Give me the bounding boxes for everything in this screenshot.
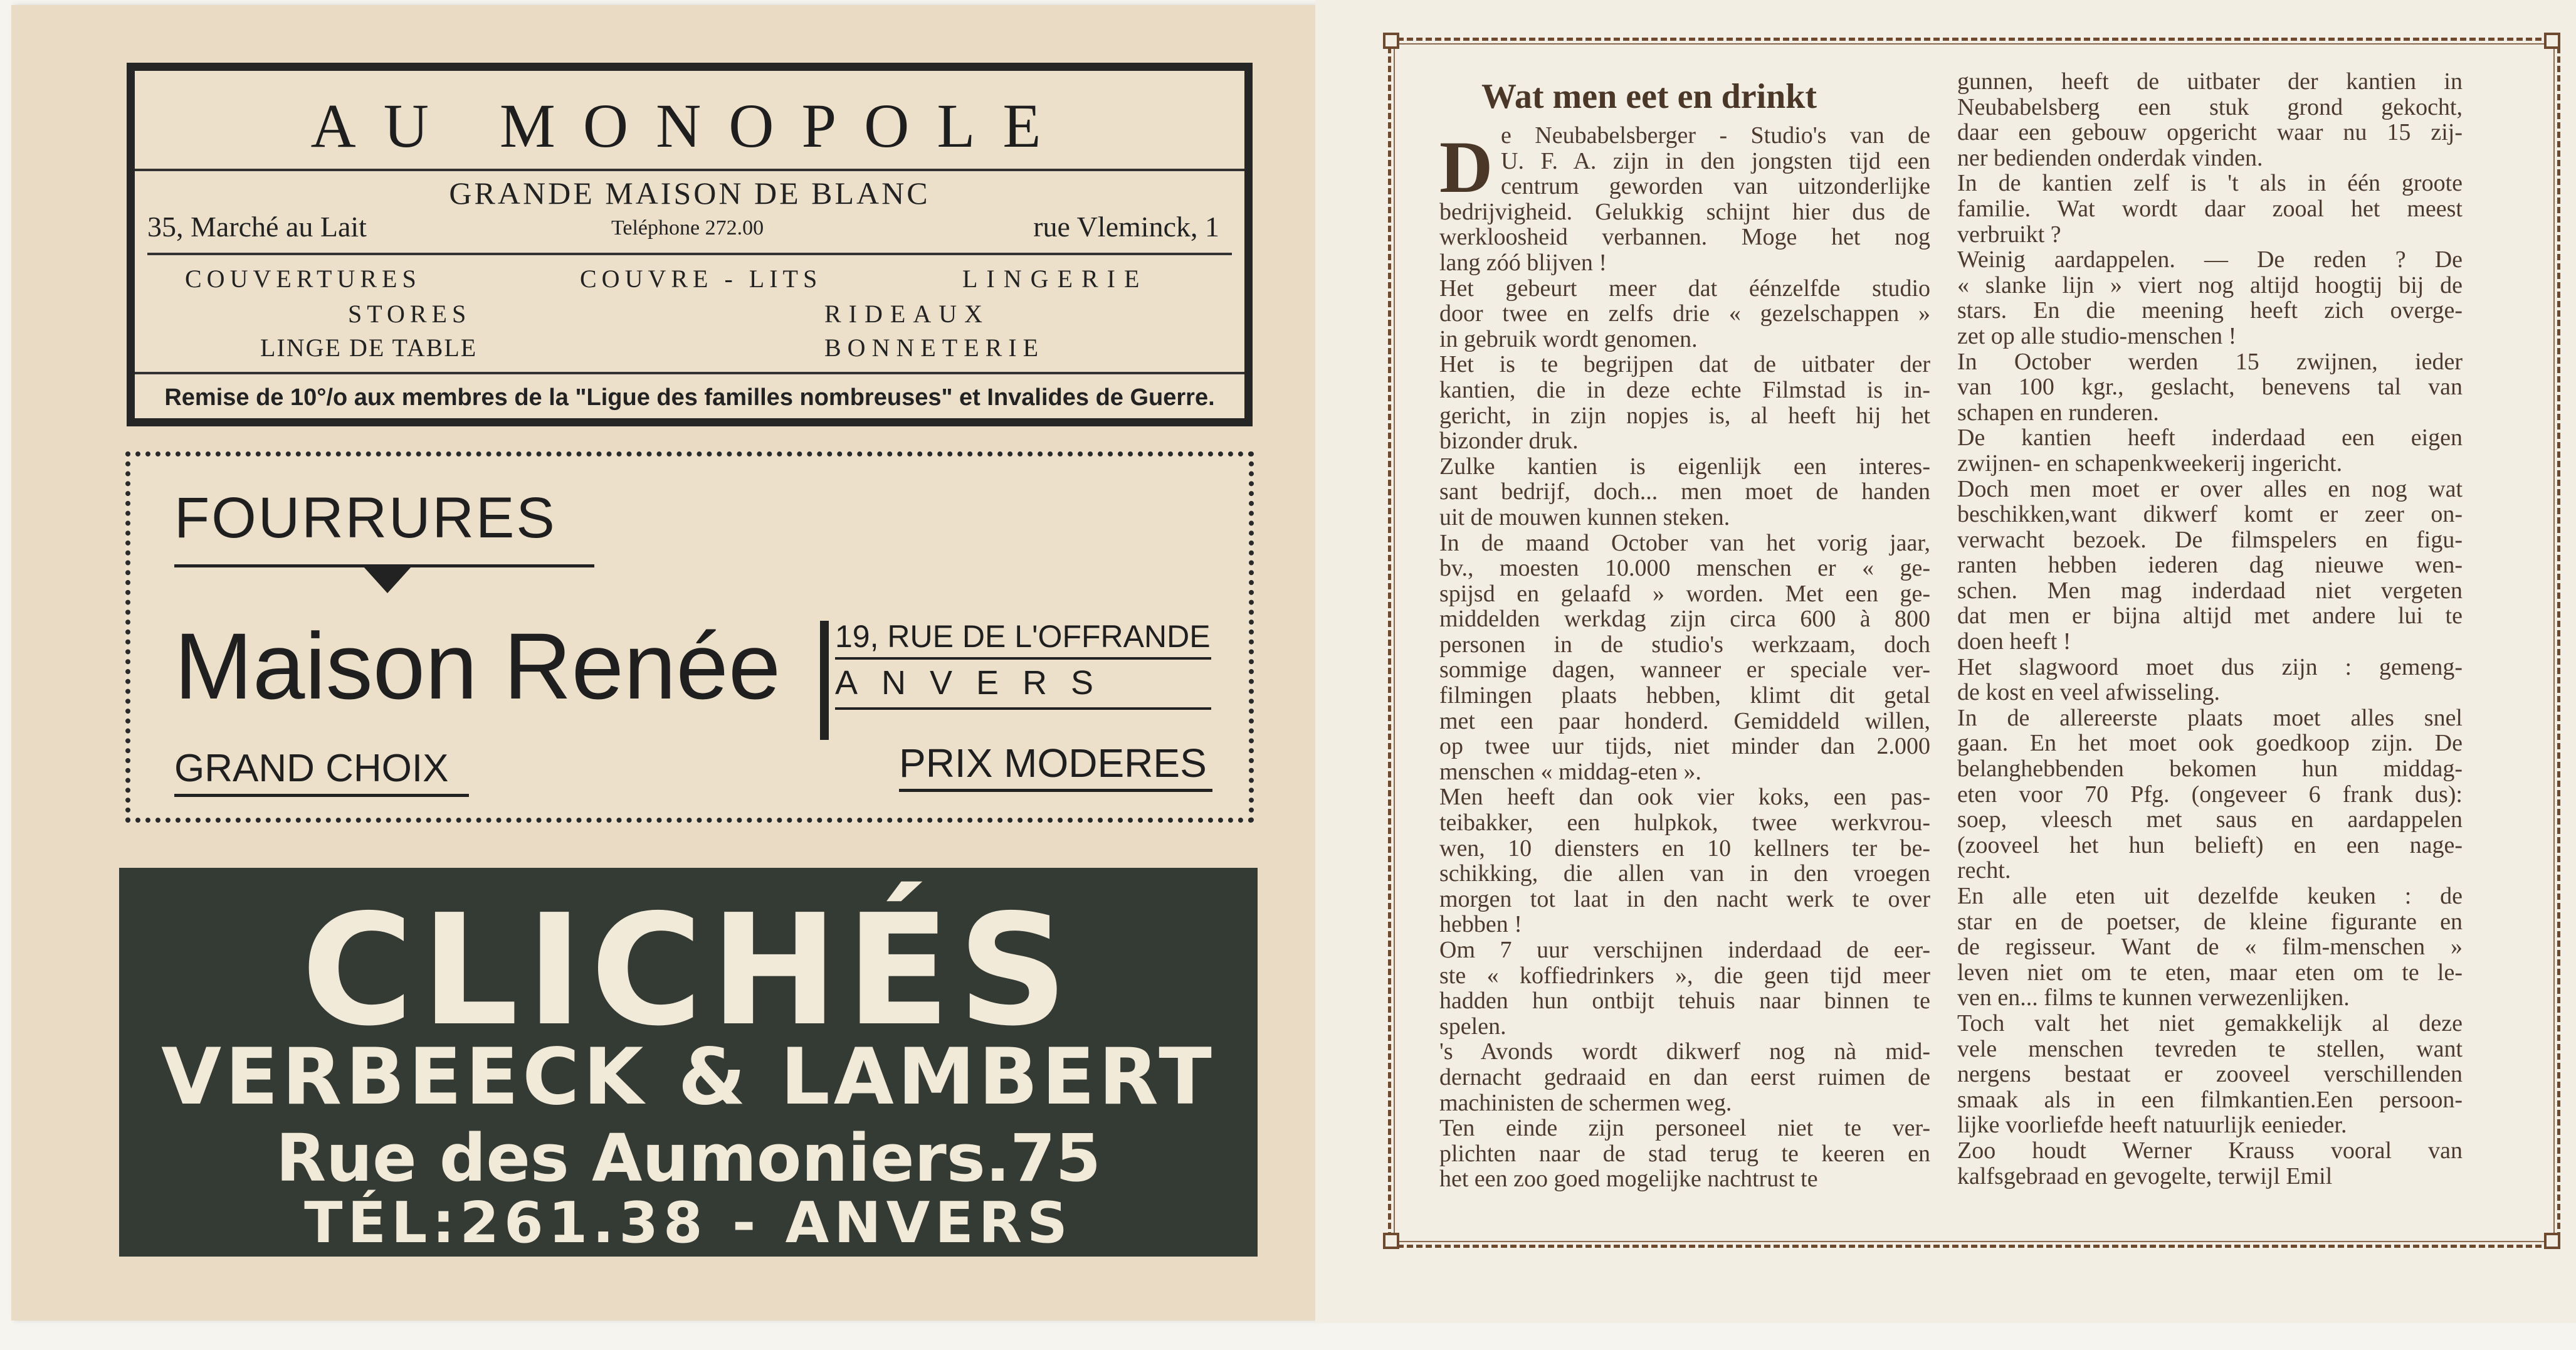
- article-line: verbruikt ?: [1957, 221, 2061, 248]
- article-line: schapen en runderen.: [1957, 399, 2159, 426]
- article-line: filmingen plaats hebben, klimt dit getal: [1439, 683, 1930, 709]
- article-line: gaan. En het moet ook goedkoop zijn. De: [1957, 730, 2463, 757]
- article-line: In de maand October van het vorig jaar,: [1439, 530, 1930, 556]
- article-line: de regisseur. Want de « film-menschen »: [1957, 934, 2463, 960]
- product-item: LINGE DE TABLE: [260, 334, 478, 362]
- divider: [835, 707, 1211, 710]
- article-line: familie. Wat wordt daar zooal het meest: [1957, 196, 2463, 222]
- product-item: STORES: [348, 300, 471, 328]
- article-line: op twee uur tijds, niet minder dan 2.000: [1439, 734, 1930, 759]
- article-line: in gebruik wordt genomen.: [1439, 326, 1698, 352]
- ad-title: AU MONOPOLE: [135, 90, 1244, 171]
- drop-cap: D: [1439, 126, 1493, 208]
- article-line: dat men er bijna altijd met andere lui te: [1957, 603, 2463, 630]
- article-line: e Neubabelsberger - Studio's van de: [1501, 123, 1930, 149]
- decorative-bar: [820, 621, 829, 740]
- article-line: bedrijvigheid. Gelukkig schijnt hier dus de: [1439, 199, 1930, 225]
- article-line: ste « koffiedrinkers », die geen tijd meer: [1439, 962, 1930, 989]
- article-line: hebben !: [1439, 912, 1522, 937]
- article-line: recht.: [1957, 858, 2011, 883]
- article-line: middelden werkdag zijn circa 600 à 800: [1439, 606, 1930, 632]
- left-page: [11, 5, 1323, 1321]
- company-name: VERBEECK & LAMBERT: [161, 1032, 1216, 1122]
- article-line: lijke voorliefde heeft natuurlijk eenieder.: [1957, 1112, 2347, 1138]
- article-line: doen heeft !: [1957, 629, 2071, 655]
- article-line: Zulke kantien is eigenlijk een interes-: [1439, 453, 1930, 480]
- cliches-ad: [119, 868, 1258, 1257]
- article-line: (zooveel het hun belieft) en een nage-: [1957, 832, 2463, 858]
- article-line: sant bedrijf, doch... men moet de handen: [1439, 479, 1930, 505]
- corner-ornament: [1383, 1233, 1399, 1249]
- article-line: het een zoo goed mogelijke nachtrust te: [1439, 1166, 1818, 1192]
- article-headline: Wat men eet en drinkt: [1481, 77, 1817, 116]
- article-line: door twee en zelfs drie « gezelschappen »: [1439, 301, 1930, 327]
- corner-ornament: [2544, 33, 2560, 49]
- article-line: 's Avonds wordt dikwerf nog nà mid-: [1439, 1039, 1930, 1065]
- divider: [174, 794, 469, 797]
- article-line: van 100 kgr., geslacht, benevens tal van: [1957, 374, 2463, 400]
- article-line: kantien, die in deze echte Filmstad is in-: [1439, 377, 1930, 403]
- article-line: de kost en veel afwisseling.: [1957, 680, 2220, 705]
- ad-subtitle: GRANDE MAISON DE BLANC: [449, 176, 930, 211]
- category-heading: FOURRURES: [174, 486, 557, 550]
- product-item: RIDEAUX: [824, 300, 990, 328]
- article-line: Het slagwoord moet dus zijn : gemeng-: [1957, 654, 2463, 680]
- article-line: Om 7 uur verschijnen inderdaad de eer-: [1439, 937, 1930, 963]
- article-line: met een paar honderd. Gemiddeld willen,: [1439, 708, 1930, 734]
- article-line: ranten hebben iederen dag nieuwe wen-: [1957, 552, 2463, 578]
- product-item: BONNETERIE: [824, 334, 1045, 362]
- article-line: Weinig aardappelen. — De reden ? De: [1957, 247, 2463, 273]
- article-line: bv., moesten 10.000 menschen er « ge-: [1439, 556, 1930, 581]
- article-column-2: [1957, 69, 2463, 1189]
- au-monopole-ad: [127, 63, 1253, 426]
- address-row: [147, 210, 1232, 255]
- article-line: « slanke lijn » viert nog altijd hoogtij bij de: [1957, 272, 2463, 298]
- article-line: In de allereerste plaats moet alles snel: [1957, 705, 2463, 731]
- telephone: Teléphone 272.00: [611, 216, 764, 240]
- street-address: Rue des Aumoniers.75: [276, 1120, 1101, 1196]
- article-line: sommige dagen, wanneer er speciale ver-: [1439, 657, 1930, 683]
- article-line: belanghebbenden bekomen hun middag-: [1957, 756, 2463, 782]
- article-line: spelen.: [1439, 1013, 1506, 1040]
- article-line: uit de mouwen kunnen steken.: [1439, 504, 1730, 530]
- article-line: stars. En die meening heeft zich overge-: [1957, 298, 2463, 324]
- product-item: LINGERIE: [962, 265, 1149, 293]
- article-line: In October werden 15 zwijnen, ieder: [1957, 349, 2463, 375]
- article-line: schikking, die allen van in den vroegen: [1439, 861, 1930, 887]
- ad-title: CLICHÉS: [301, 882, 1076, 1060]
- product-item: COUVRE - LITS: [580, 265, 823, 293]
- right-tagline: PRIX MODERES: [899, 741, 1207, 786]
- telephone: TÉL:261.38 - ANVERS: [304, 1190, 1073, 1256]
- article-line: morgen tot laat in den nacht werk te over: [1439, 886, 1930, 912]
- article-line: soep, vleesch met saus en aardappelen: [1957, 807, 2463, 833]
- article-line: De kantien heeft inderdaad een eigen: [1957, 425, 2463, 451]
- shop-address: 19, RUE DE L'OFFRANDE: [835, 619, 1211, 654]
- article-line: Zoo houdt Werner Krauss vooral van: [1957, 1137, 2463, 1164]
- article-line: wen, 10 diensters en 10 kellners ter be-: [1439, 835, 1930, 862]
- left-tagline: GRAND CHOIX: [174, 747, 449, 790]
- product-item: COUVERTURES: [185, 265, 421, 293]
- corner-ornament: [1383, 33, 1399, 49]
- article-line: U. F. A. zijn in den jongsten tijd een: [1501, 148, 1930, 174]
- article-line: smaak als in een filmkantien.Een persoon-: [1957, 1087, 2463, 1113]
- right-page: [1315, 0, 2576, 1323]
- article-line: ner bedienden onderdak vinden.: [1957, 145, 2263, 171]
- discount-note: Remise de 10°/o aux membres de la "Ligue des familles nombreuses" et Invalides de Guerre.: [135, 372, 1244, 426]
- article-line: Het is te begrijpen dat de uitbater der: [1439, 352, 1930, 377]
- article-line: spijsd en gelaafd » worden. Met een ge-: [1439, 581, 1930, 607]
- article-line: vele menschen tevreden te stellen, want: [1957, 1036, 2463, 1062]
- maison-renee-ad: [125, 451, 1254, 823]
- article-line: In de kantien zelf is 't als in één groote: [1957, 171, 2463, 196]
- article-line: menschen « middag-eten ».: [1439, 759, 1701, 785]
- article-line: eten voor 70 Pfg. (ongeveer 6 frank dus):: [1957, 781, 2463, 808]
- article-line: En alle eten uit dezelfde keuken : de: [1957, 883, 2463, 909]
- article-line: Ten einde zijn personeel niet te ver-: [1439, 1115, 1930, 1141]
- article-line: machinisten de schermen weg.: [1439, 1090, 1732, 1116]
- article-line: hadden hun ontbijt tehuis naar binnen te: [1439, 988, 1930, 1014]
- article-line: teibakker, een hulpkok, twee werkvrou-: [1439, 810, 1930, 836]
- article-line: dernacht gedraaid en dan eerst ruimen de: [1439, 1064, 1930, 1090]
- article-line: star en de poetser, de kleine figurante en: [1957, 909, 2463, 935]
- article-column-1: [1439, 123, 1930, 1192]
- article-line: kalfsgebraad en gevogelte, terwijl Emil: [1957, 1163, 2333, 1189]
- article-line: ven en... films te kunnen verwezenlijken.: [1957, 985, 2350, 1011]
- article-line: Toch valt het niet gemakkelijk al deze: [1957, 1010, 2463, 1036]
- shop-city: ANVERS: [835, 664, 1118, 702]
- article-line: plichten naar de stad terug te keeren en: [1439, 1141, 1930, 1167]
- article-line: Neubabelsberg een stuk grond gekocht,: [1957, 94, 2463, 120]
- article-line: leven niet om te eten, maar eten om te le-: [1957, 959, 2463, 986]
- article-line: zwijnen- en schapenkweekerij ingericht.: [1957, 450, 2343, 477]
- address-left: 35, Marché au Lait: [147, 211, 367, 243]
- article-line: nergens bestaat er zooveel verschillenden: [1957, 1062, 2463, 1087]
- shop-name: Maison Renée: [174, 613, 781, 719]
- address-right: rue Vleminck, 1: [1033, 211, 1219, 243]
- article-line: schen. Men mag inderdaad niet vergeten: [1957, 577, 2463, 604]
- article-line: verwacht bezoek. De filmspelers en figu-: [1957, 527, 2463, 553]
- article-line: Men heeft dan ook vier koks, een pas-: [1439, 784, 1930, 811]
- divider: [835, 657, 1211, 660]
- article-line: personen in de studio's werkzaam, doch: [1439, 631, 1930, 658]
- article-line: gunnen, heeft de uitbater der kantien in: [1957, 69, 2463, 95]
- article-line: gericht, in zijn nopjes is, al heeft hij het: [1439, 403, 1930, 429]
- article-line: lang zóó blijven !: [1439, 250, 1607, 276]
- article-line: zet op alle studio-menschen !: [1957, 323, 2237, 349]
- article-line: Het gebeurt meer dat éénzelfde studio: [1439, 275, 1930, 302]
- arrow-down-icon: [364, 567, 411, 593]
- article-line: werkloosheid verbannen. Moge het nog: [1439, 224, 1930, 250]
- corner-ornament: [2544, 1233, 2560, 1249]
- divider: [899, 789, 1212, 792]
- article-line: centrum geworden van uitzonderlijke: [1501, 174, 1930, 199]
- article-line: daar een gebouw opgericht waar nu 15 zij-: [1957, 120, 2463, 145]
- article-line: bizonder druk.: [1439, 428, 1579, 454]
- article-line: Doch men moet er over alles en nog wat: [1957, 476, 2463, 502]
- article-line: beschikken,want dikwerf komt er zeer on-: [1957, 502, 2463, 527]
